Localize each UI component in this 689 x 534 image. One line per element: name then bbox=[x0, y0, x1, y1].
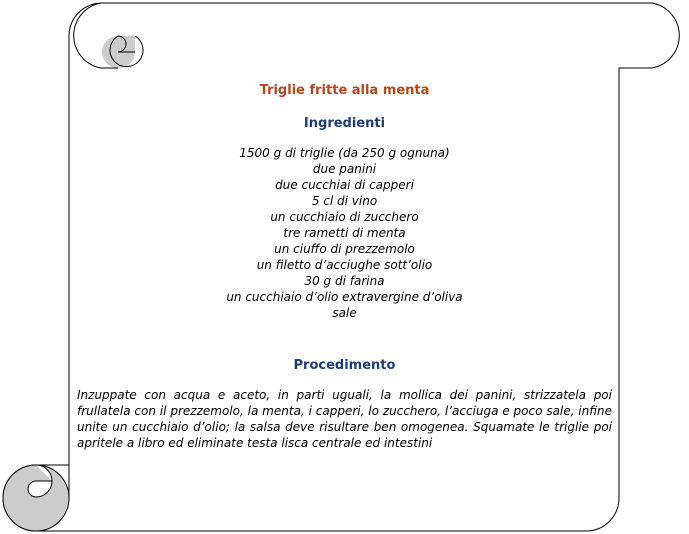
ingredients-heading: Ingredienti bbox=[303, 116, 386, 131]
recipe-content bbox=[77, 80, 612, 451]
ingredient-item: sale bbox=[332, 306, 357, 320]
ingredient-item: 5 cl di vino bbox=[311, 194, 378, 208]
scroll-bottom-curl bbox=[3, 465, 69, 531]
ingredient-item: due panini bbox=[312, 162, 377, 176]
ingredients-list bbox=[77, 145, 612, 321]
ingredient-item: un filetto d’acciughe sott’olio bbox=[256, 258, 433, 272]
recipe-title: Triglie fritte alla menta bbox=[259, 83, 430, 98]
ingredient-item: 30 g di farina bbox=[304, 274, 385, 288]
ingredient-item: un cucchiaio di zucchero bbox=[270, 210, 419, 224]
ingredient-item: due cucchiai di capperi bbox=[275, 178, 414, 192]
procedure-heading: Procedimento bbox=[293, 358, 396, 373]
ingredient-item: un cucchiaio d’olio extravergine d’oliva bbox=[226, 290, 463, 304]
procedure-text: Inzuppate con acqua e aceto, in parti uguali, la mollica dei panini, strizzatela poi frullatela con il prezzemolo, la menta, i capperi, lo zucchero, l’acciuga e poco sale, infine unite un cucchiaio d’olio; la salsa deve risultare ben omogenea. Squamate le triglie poi apritele a libro ed eliminate testa lisca centrale ed intestini bbox=[77, 388, 612, 450]
ingredient-item: tre rametti di menta bbox=[283, 226, 406, 240]
ingredient-item: un ciuffo di prezzemolo bbox=[274, 242, 415, 256]
ingredient-item: 1500 g di triglie (da 250 g ognuna) bbox=[239, 146, 450, 160]
